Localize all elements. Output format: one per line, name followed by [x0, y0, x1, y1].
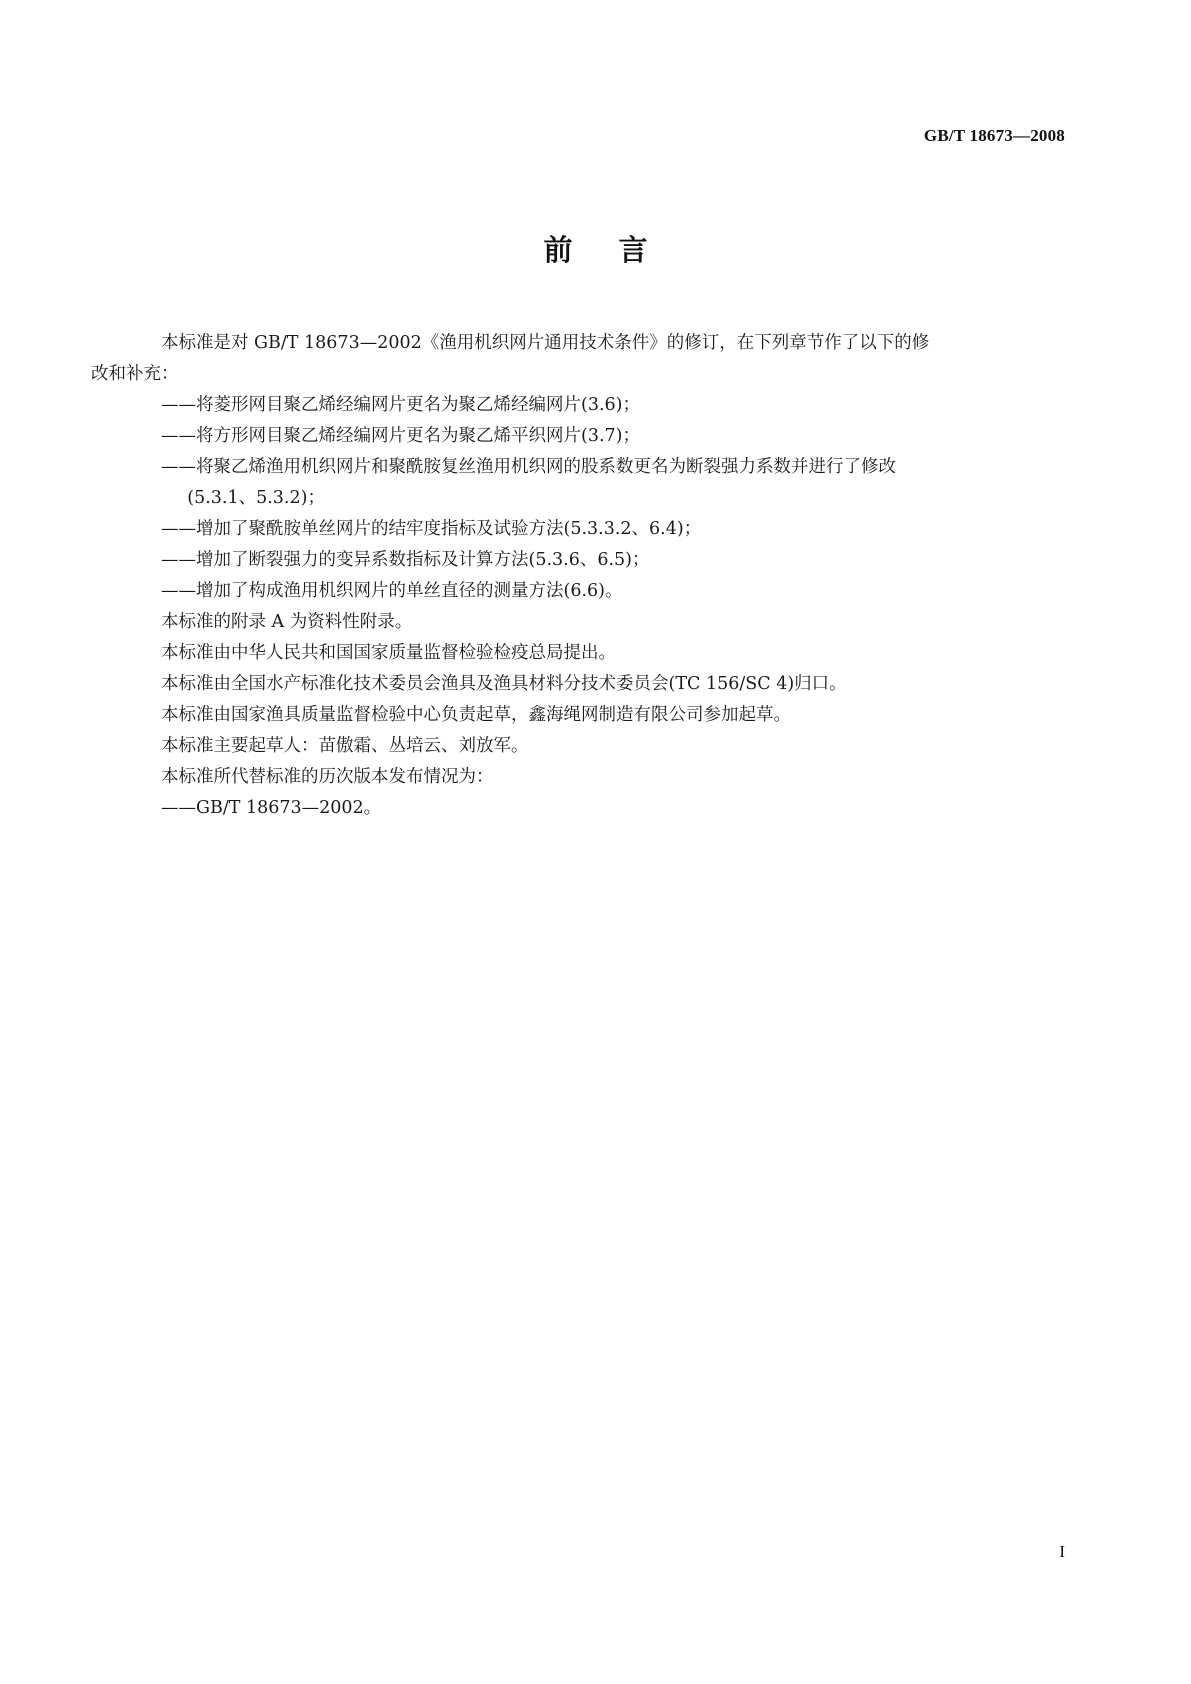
dash-mark: —— [161, 395, 196, 415]
intro-line-2: 改和补充： [91, 364, 179, 384]
standard-code: GB/T 18673—2008 [923, 126, 1065, 145]
statement-paragraph: 本标准由中华人民共和国国家质量监督检验检疫总局提出。 [161, 643, 616, 663]
change-item-continuation [126, 483, 1065, 514]
history-item [126, 793, 1065, 824]
change-item [126, 421, 1065, 452]
intro-line-1: 本标准是对 GB/T 18673—2002《渔用机织网片通用技术条件》的修订，在下列章节作了以下的修 [161, 333, 930, 353]
statement-paragraph: 本标准由国家渔具质量监督检验中心负责起草，鑫海绳网制造有限公司参加起草。 [161, 705, 791, 725]
change-text: 将菱形网目聚乙烯经编网片更名为聚乙烯经编网片(3.6)； [196, 395, 640, 415]
change-text: 增加了聚酰胺单丝网片的结牢度指标及试验方法(5.3.3.2、6.4)； [196, 519, 702, 539]
change-text: 增加了构成渔用机织网片的单丝直径的测量方法(6.6)。 [196, 581, 623, 601]
change-item [126, 545, 1065, 576]
change-item [126, 514, 1065, 545]
dash-mark: —— [161, 519, 196, 539]
change-text: 增加了断裂强力的变异系数指标及计算方法(5.3.6、6.5)； [196, 550, 650, 570]
change-text: 将聚乙烯渔用机织网片和聚酰胺复丝渔用机织网的股系数更名为断裂强力系数并进行了修改 [196, 457, 896, 477]
statement-paragraph: 本标准由全国水产标准化技术委员会渔具及渔具材料分技术委员会(TC 156/SC 4)归口。 [161, 674, 847, 694]
statement-paragraph: 本标准所代替标准的历次版本发布情况为： [161, 767, 494, 787]
document-body [91, 328, 1065, 824]
change-text-continuation: (5.3.1、5.3.2)； [187, 488, 325, 508]
dash-mark: —— [161, 426, 196, 446]
dash-mark: —— [161, 550, 196, 570]
dash-mark: —— [161, 798, 196, 818]
page-number: I [1059, 1542, 1065, 1561]
history-text: GB/T 18673—2002。 [196, 798, 382, 818]
change-item [126, 576, 1065, 607]
dash-mark: —— [161, 581, 196, 601]
statement-paragraph: 本标准主要起草人：苗傲霜、丛培云、刘放军。 [161, 736, 529, 756]
change-item [126, 390, 1065, 421]
page-title: 前言 [543, 233, 694, 267]
dash-mark: —— [161, 457, 196, 477]
change-text: 将方形网目聚乙烯经编网片更名为聚乙烯平织网片(3.7)； [196, 426, 640, 446]
change-item [126, 452, 1065, 483]
statement-paragraph: 本标准的附录 A 为资料性附录。 [161, 612, 413, 632]
intro-paragraph [91, 328, 1065, 390]
